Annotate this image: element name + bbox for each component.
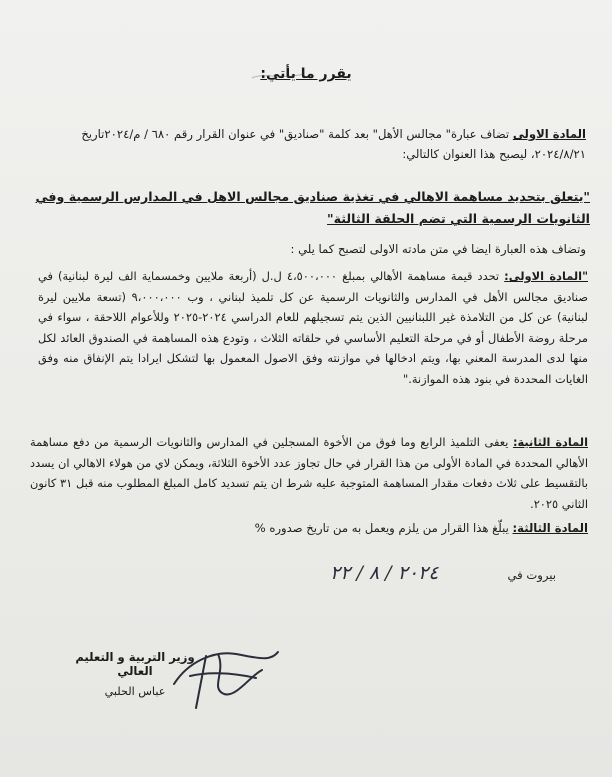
opening-paragraph	[30, 124, 586, 164]
minister-name: عباس الحلبي	[104, 685, 166, 698]
opening-text: تضاف عبارة" مجالس الأهل" بعد كلمة "صناديق" في عنوان القرار رقم ٦٨٠ / م/٢٠٢٤تاريخ ٢٠٢٤/٨/٢١، ليصبح هذا العنوان كالتالي:	[81, 127, 586, 161]
article-label-first: المادة الاولى	[512, 127, 586, 141]
article-two	[30, 432, 588, 514]
article-three	[60, 518, 588, 538]
article-three-label: المادة الثالثة:	[512, 521, 588, 535]
handwritten-date: ٢٠٢٤ / ٨ / ٢٢	[330, 562, 439, 584]
article-three-text: يبلّغ هذا القرار من يلزم ويعمل به من تاريخ صدوره %	[254, 521, 509, 535]
signature-icon	[166, 632, 284, 712]
place-label: بيروت في	[507, 568, 556, 582]
decision-subject	[26, 186, 590, 230]
article-two-text: يعفى التلميذ الرابع وما فوق من الأخوة المسجلين في المدارس والثانويات الرسمية من دفع مساهمة الأهالي المحددة في المادة الأولى من هذا القرار في حال تجاوز عدد الأخوة الثلاثة، ويمكن لاي من هولاء الاهالي ان يسدد بالتقسيط على ثلاث دفعات مقدار المساهمة المتوجبة عليه شرط ان يتم تسديد كامل المبلغ المطلوب منه قبل ٣١ كانون الثاني ٢٠٢٥.	[30, 435, 589, 511]
article-two-label: المادة الثانية:	[512, 435, 588, 449]
subject-text: "يتعلق بتحديد مساهمة الاهالي في تغذية صناديق مجالس الاهل في المدارس الرسمية وفي الثانويات الرسمية التي تضم الحلقة الثالثة"	[35, 189, 590, 226]
amendment-intro: وتضاف هذه العبارة ايضا في متن مادته الاولى لتصبح كما يلي :	[290, 242, 586, 256]
article-one-text: تحدد قيمة مساهمة الأهالي بمبلغ ٤،٥٠٠،٠٠٠ ل.ل (أربعة ملايين وخمسماية الف ليرة لبنانية) في صناديق مجالس الأهل في المدارس والثانويات الرسمية عن كل تلميذ لبناني ، وب ٩،٠٠٠،٠٠٠ (تسعة ملايين ليرة لبنانية) عن كل من التلامذة غير اللبنانيين الذين يتم تسجيلهم للعام الدراسي ٢٠٢٤-٢٠٢٥ وللأعوام اللاحقة ، سواء في مرحلة روضة الأطفال أو في مرحلة التعليم الأساسي في حلقاته الثلاث ، وتودع هذه المساهمة في الصندوق العائد لكل منها لدى المدرسة المعني بها، ويتم ادخالها في موازنته وفق الاصول المعمول بها لتشكل ايرادا يتم الإنفاق منه وفق الغايات المحددة في بنود هذه الموازنة."	[38, 269, 589, 386]
article-one	[38, 266, 588, 389]
decision-heading: يقرر ما يأتي:	[260, 66, 352, 82]
article-one-label: "المادة الاولى:	[504, 269, 589, 283]
minister-title: وزير التربية و التعليم العالي	[75, 650, 195, 678]
ink-mark-icon	[250, 68, 306, 82]
